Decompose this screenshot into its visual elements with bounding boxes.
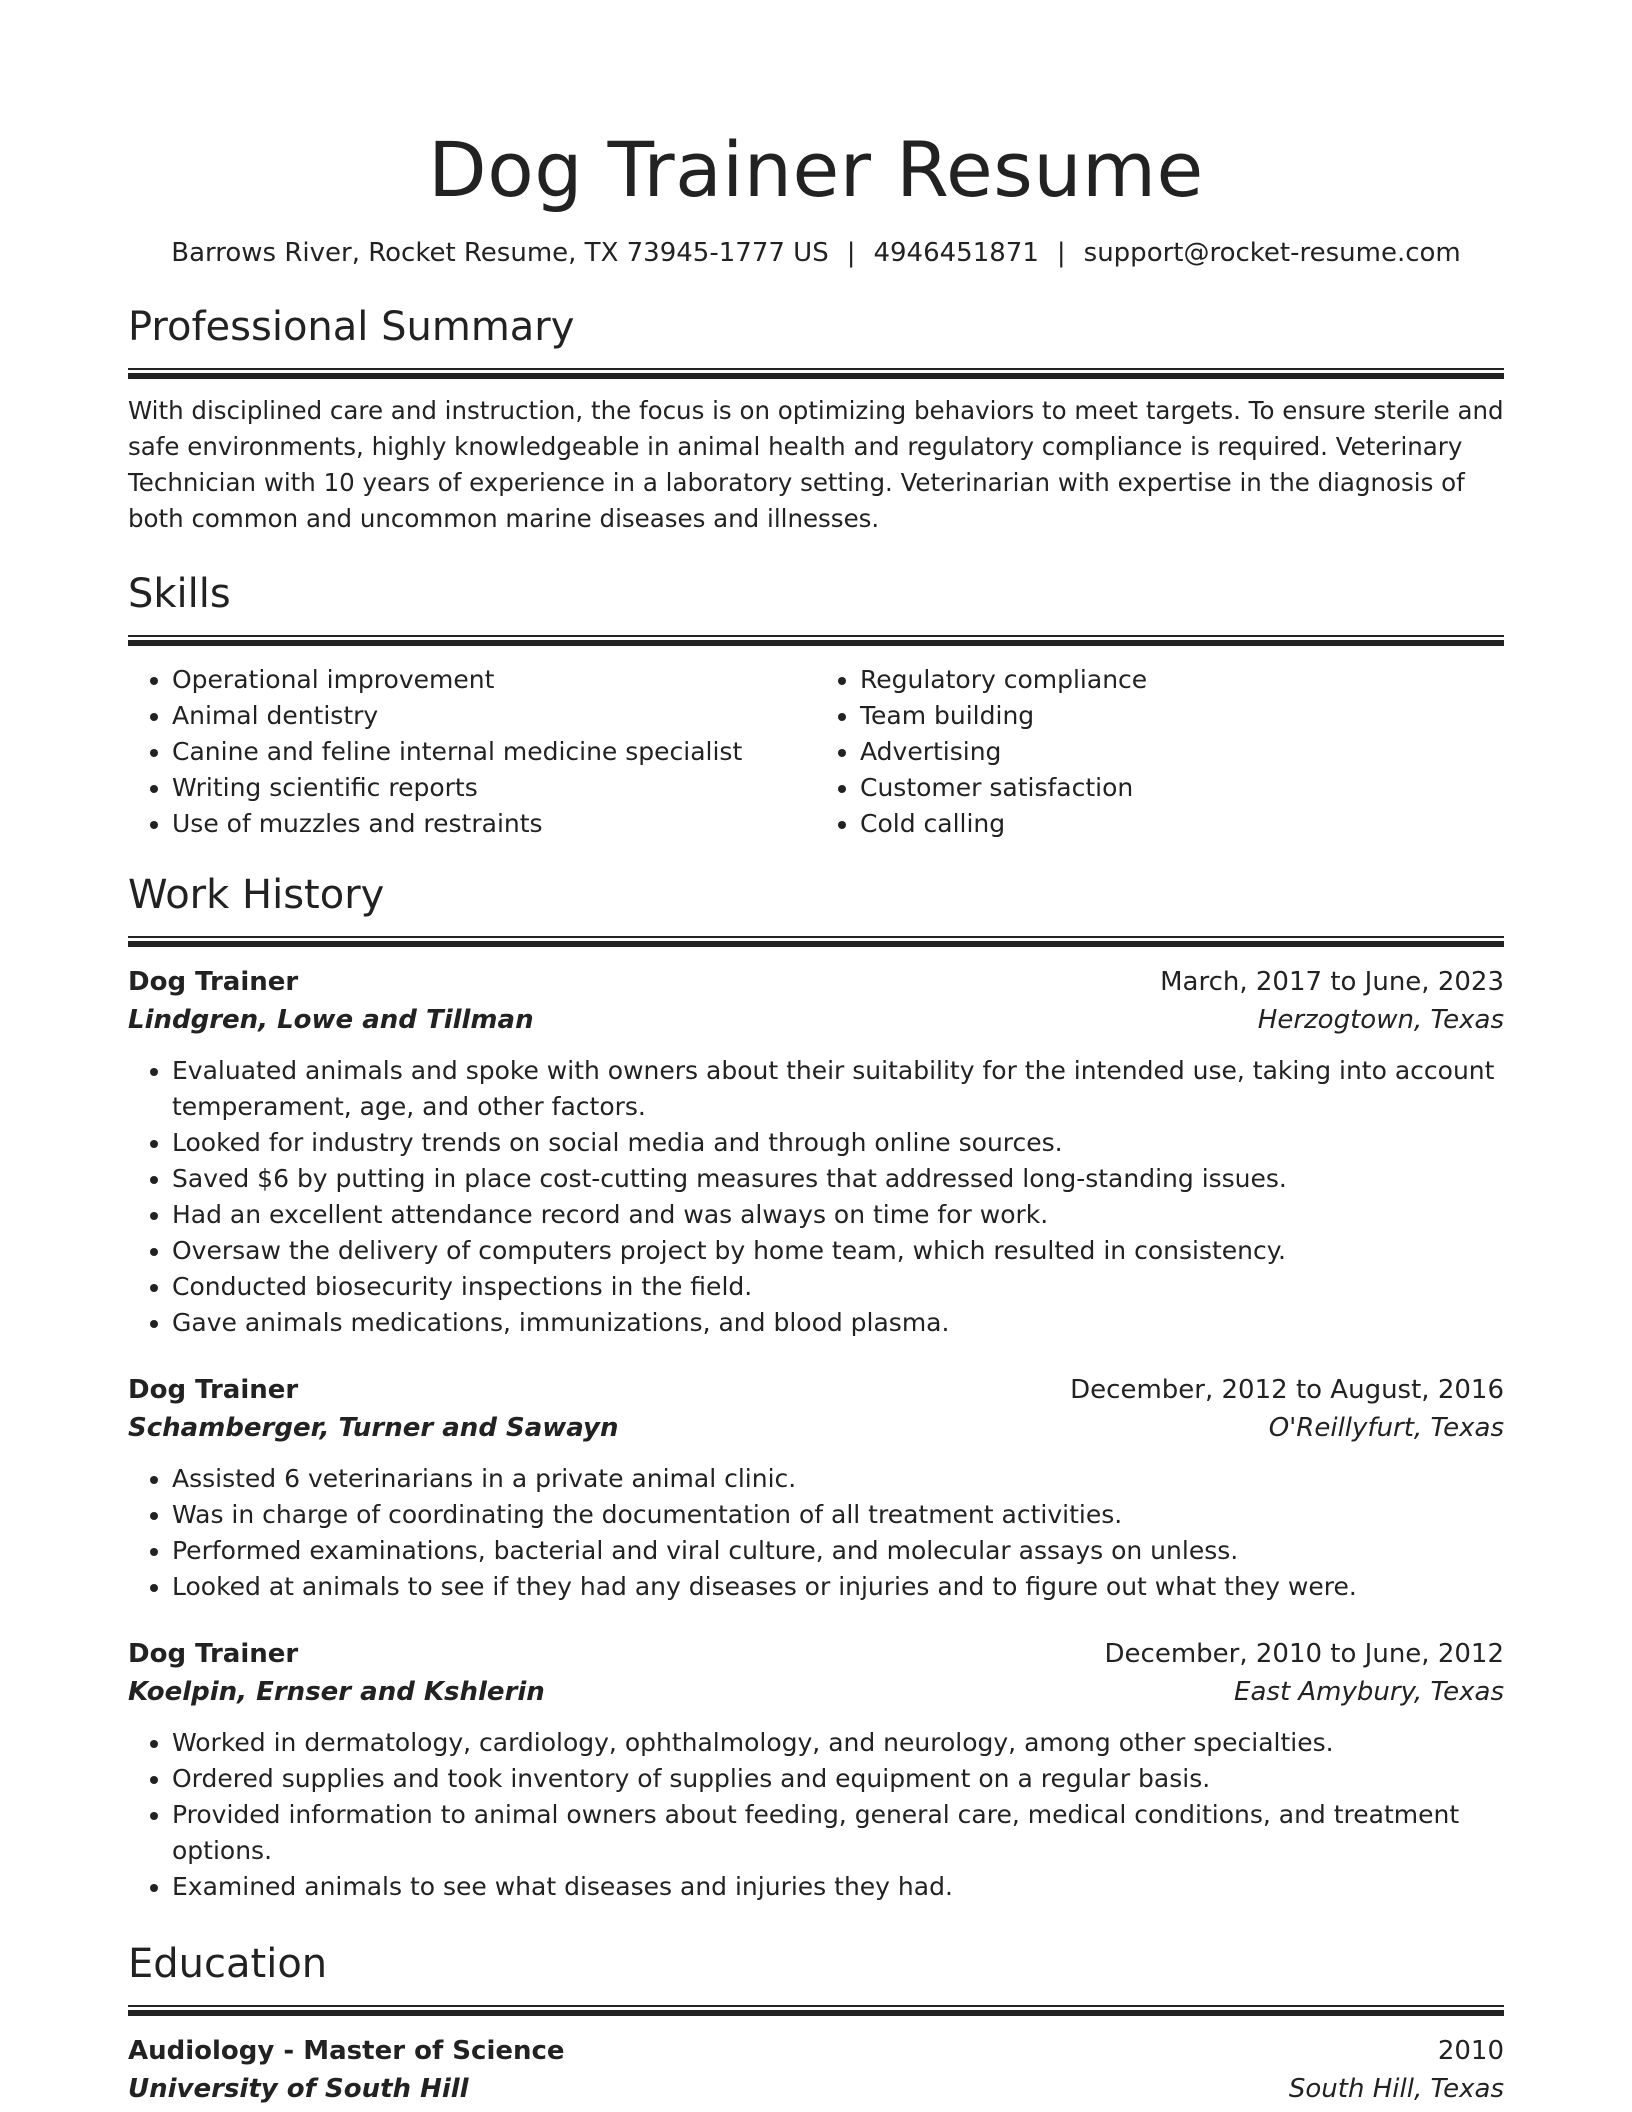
skills-heading: Skills: [128, 571, 231, 617]
job-bullet: • Oversaw the delivery of computers project by home team, which resulted in consistency.: [172, 1233, 1504, 1269]
section-divider: [128, 936, 1504, 947]
skills-list: [128, 662, 1504, 842]
skills-column-right: [816, 662, 1504, 842]
job-bullet: • Looked for industry trends on social media and through online sources.: [172, 1125, 1504, 1161]
education-heading: Education: [128, 1941, 328, 1987]
job-bullets: [128, 1461, 1504, 1605]
job-bullet: • Evaluated animals and spoke with owners about their suitability for the intended use, taking into account temperament, age, and other factors.: [172, 1053, 1504, 1125]
job-bullet: • Worked in dermatology, cardiology, ophthalmology, and neurology, among other specialties.: [172, 1725, 1504, 1761]
job-bullet: • Ordered supplies and took inventory of supplies and equipment on a regular basis.: [172, 1761, 1504, 1797]
resume-title: Dog Trainer Resume: [428, 125, 1204, 214]
job-bullets: [128, 1053, 1504, 1341]
contact-phone: 4946451871: [873, 238, 1039, 268]
work-history-section: [128, 870, 1504, 1905]
job-bullet: • Was in charge of coordinating the documentation of all treatment activities.: [172, 1497, 1504, 1533]
education-school: University of South Hill: [128, 2074, 469, 2104]
summary-heading: Professional Summary: [128, 304, 575, 350]
job-bullet: • Saved $6 by putting in place cost-cutting measures that addressed long-standing issues.: [172, 1161, 1504, 1197]
skill-item: • Cold calling: [860, 806, 1504, 842]
job-location: O'Reillyfurt, Texas: [1268, 1413, 1504, 1443]
skill-item: • Advertising: [860, 734, 1504, 770]
job-title: Dog Trainer: [128, 1375, 299, 1405]
skill-item: • Team building: [860, 698, 1504, 734]
contact-line: [128, 236, 1504, 270]
job-company: Koelpin, Ernser and Kshlerin: [128, 1677, 545, 1707]
job-bullet: • Conducted biosecurity inspections in the field.: [172, 1269, 1504, 1305]
section-divider: [128, 368, 1504, 379]
education-degree: Audiology - Master of Science: [128, 2036, 565, 2066]
section-divider: [128, 2005, 1504, 2016]
education-entry: [128, 2032, 1504, 2108]
job-company: Lindgren, Lowe and Tillman: [128, 1005, 534, 1035]
education-year: 2010: [1437, 2036, 1504, 2066]
job-dates: December, 2010 to June, 2012: [1104, 1639, 1504, 1669]
skill-item: • Writing scientific reports: [172, 770, 816, 806]
contact-separator: |: [846, 238, 856, 268]
skills-section: [128, 569, 1504, 842]
job-title: Dog Trainer: [128, 1639, 299, 1669]
work-history-heading: Work History: [128, 872, 385, 918]
skill-item: • Customer satisfaction: [860, 770, 1504, 806]
job-location: Herzogtown, Texas: [1257, 1005, 1504, 1035]
summary-section: [128, 302, 1504, 537]
skill-item: • Animal dentistry: [172, 698, 816, 734]
education-location: South Hill, Texas: [1288, 2074, 1504, 2104]
skills-column-left: [128, 662, 816, 842]
job-bullet: • Provided information to animal owners about feeding, general care, medical conditions, and treatment options.: [172, 1797, 1504, 1869]
contact-email: support@rocket-resume.com: [1083, 238, 1461, 268]
skill-item: • Canine and feline internal medicine specialist: [172, 734, 816, 770]
education-section: [128, 1939, 1504, 2108]
job-entry: [128, 1635, 1504, 1905]
job-title: Dog Trainer: [128, 967, 299, 997]
skill-item: • Use of muzzles and restraints: [172, 806, 816, 842]
job-entry: [128, 963, 1504, 1341]
summary-text: With disciplined care and instruction, the focus is on optimizing behaviors to meet targets. To ensure sterile and safe environments, highly knowledgeable in animal health and regulatory compliance is required. Veterinary Technician with 10 years of experience in a laboratory setting. Veterinarian with expertise in the diagnosis of both common and uncommon marine diseases and illnesses.: [128, 396, 1504, 533]
section-divider: [128, 635, 1504, 646]
job-bullet: • Gave animals medications, immunizations, and blood plasma.: [172, 1305, 1504, 1341]
job-bullet: • Examined animals to see what diseases and injuries they had.: [172, 1869, 1504, 1905]
job-bullet: • Looked at animals to see if they had any diseases or injuries and to figure out what they were.: [172, 1569, 1504, 1605]
job-bullet: • Had an excellent attendance record and was always on time for work.: [172, 1197, 1504, 1233]
job-dates: December, 2012 to August, 2016: [1070, 1375, 1504, 1405]
skill-item: • Operational improvement: [172, 662, 816, 698]
job-location: East Amybury, Texas: [1234, 1677, 1504, 1707]
contact-separator: |: [1056, 238, 1066, 268]
job-bullet: • Performed examinations, bacterial and viral culture, and molecular assays on unless.: [172, 1533, 1504, 1569]
job-bullet: • Assisted 6 veterinarians in a private animal clinic.: [172, 1461, 1504, 1497]
job-company: Schamberger, Turner and Sawayn: [128, 1413, 619, 1443]
job-dates: March, 2017 to June, 2023: [1160, 967, 1504, 997]
contact-address: Barrows River, Rocket Resume, TX 73945-1777 US: [171, 238, 829, 268]
job-entry: [128, 1371, 1504, 1605]
skill-item: • Regulatory compliance: [860, 662, 1504, 698]
job-bullets: [128, 1725, 1504, 1905]
